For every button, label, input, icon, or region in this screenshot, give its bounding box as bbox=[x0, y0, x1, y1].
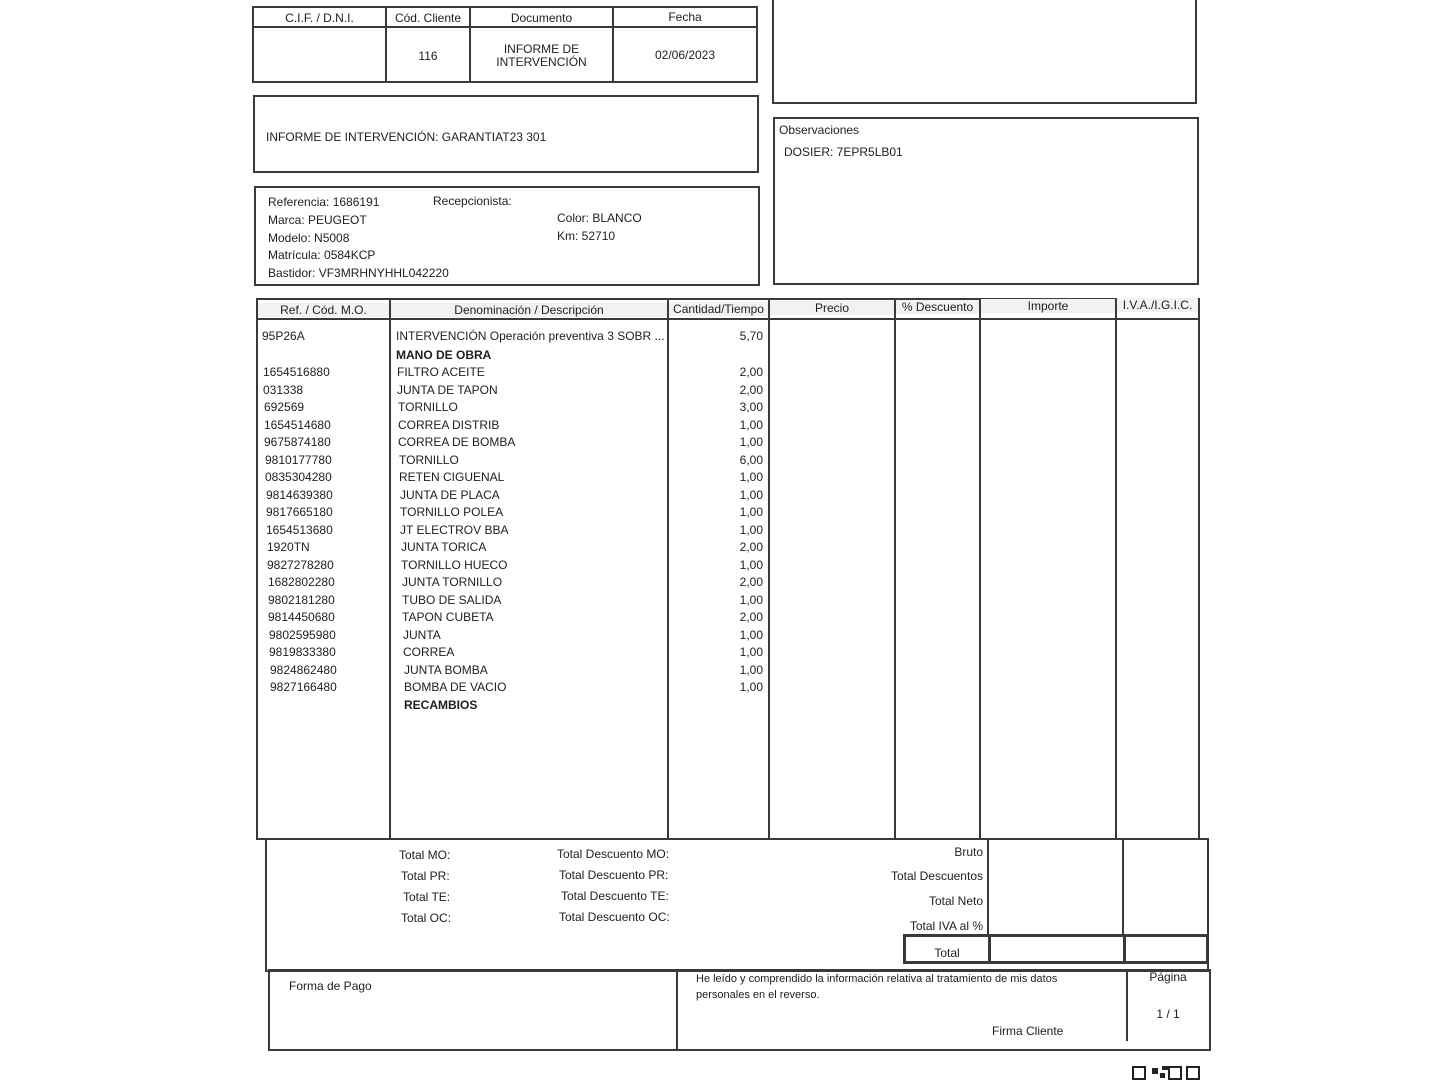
cif-label: C.I.F. / D.N.I. bbox=[285, 11, 354, 25]
vehicle-plate: Matrícula: 0584KCP bbox=[268, 248, 376, 262]
row-quantity: 1,00 bbox=[739, 470, 763, 484]
totals-col-divider bbox=[1122, 838, 1124, 934]
totals-col-divider bbox=[987, 838, 989, 934]
total-vat-label: Total IVA al % bbox=[909, 919, 983, 933]
table-col-divider bbox=[1115, 298, 1117, 840]
row-ref: 95P26A bbox=[262, 329, 305, 343]
row-description: JUNTA BOMBA bbox=[404, 662, 488, 677]
total-te-label: Total TE: bbox=[403, 890, 451, 904]
row-ref: 9802595980 bbox=[269, 627, 336, 642]
row-ref: 9824862480 bbox=[270, 662, 337, 677]
privacy-notice-line2: personales en el reverso. bbox=[696, 989, 820, 1001]
grand-total-divider bbox=[1123, 934, 1126, 964]
date-label: Fecha bbox=[668, 10, 702, 24]
row-ref: 031338 bbox=[263, 382, 304, 397]
observations-value: DOSIER: 7EPR5LB01 bbox=[784, 145, 903, 159]
vehicle-model: Modelo: N5008 bbox=[268, 231, 350, 245]
row-ref: 9814450680 bbox=[268, 610, 335, 624]
discount-pr-label: Total Descuento PR: bbox=[559, 868, 669, 882]
col-header-discount: % Descuento bbox=[896, 300, 979, 314]
page-number: 1 / 1 bbox=[1156, 1007, 1180, 1021]
table-col-divider bbox=[979, 298, 981, 840]
row-description: FILTRO ACEITE bbox=[397, 365, 485, 379]
row-quantity: 1,00 bbox=[739, 627, 763, 642]
col-header-description: Denominación / Descripción bbox=[391, 303, 667, 317]
col-header-amount: Importe bbox=[981, 299, 1115, 313]
row-description: JUNTA bbox=[403, 627, 441, 642]
vehicle-brand: Marca: PEUGEOT bbox=[268, 213, 367, 227]
row-ref: 9819833380 bbox=[269, 645, 336, 659]
row-ref: 1654514680 bbox=[264, 417, 331, 432]
row-quantity: 6,00 bbox=[739, 452, 763, 467]
row-quantity: 2,00 bbox=[739, 610, 763, 624]
total-discounts-label: Total Descuentos bbox=[890, 869, 983, 883]
row-description: TUBO DE SALIDA bbox=[402, 592, 502, 607]
discount-mo-label: Total Descuento MO: bbox=[557, 847, 670, 861]
page-label: Página bbox=[1149, 970, 1187, 984]
discount-oc-label: Total Descuento OC: bbox=[559, 910, 670, 924]
discount-te-label: Total Descuento TE: bbox=[561, 889, 669, 903]
row-description: JUNTA TORICA bbox=[401, 540, 487, 554]
vehicle-receptionist: Recepcionista: bbox=[433, 194, 512, 208]
row-description: INTERVENCIÓN Operación preventiva 3 SOBR ... bbox=[396, 329, 665, 343]
row-description: MANO DE OBRA bbox=[396, 347, 492, 362]
observations-label: Observaciones bbox=[779, 123, 860, 137]
table-col-divider bbox=[894, 298, 896, 840]
total-oc-label: Total OC: bbox=[401, 911, 452, 925]
row-ref: 9827278280 bbox=[267, 557, 334, 572]
address-box bbox=[772, 0, 1197, 104]
row-quantity: 2,00 bbox=[739, 382, 763, 397]
client-code-value: 116 bbox=[418, 49, 438, 63]
row-ref: 9817665180 bbox=[266, 505, 333, 519]
row-quantity: 1,00 bbox=[739, 435, 763, 449]
row-quantity: 2,00 bbox=[739, 365, 763, 379]
total-mo-label: Total MO: bbox=[399, 848, 451, 862]
row-quantity: 1,00 bbox=[739, 592, 763, 607]
row-ref: 9814639380 bbox=[266, 487, 333, 502]
table-header-divider bbox=[256, 318, 1200, 320]
vehicle-km: Km: 52710 bbox=[557, 229, 616, 243]
row-quantity: 5,70 bbox=[739, 329, 763, 343]
row-description: CORREA bbox=[403, 645, 455, 659]
row-description: JUNTA TORNILLO bbox=[402, 575, 503, 589]
observations-box bbox=[773, 117, 1199, 285]
col-header-quantity: Cantidad/Tiempo bbox=[669, 302, 768, 316]
row-quantity: 1,00 bbox=[739, 645, 763, 659]
grand-total-label: Total bbox=[934, 946, 960, 960]
row-description: JUNTA DE TAPON bbox=[397, 382, 498, 397]
col-header-vat: I.V.A./I.G.I.C. bbox=[1117, 298, 1198, 312]
row-quantity: 1,00 bbox=[739, 417, 763, 432]
row-description: RETEN CIGUENAL bbox=[399, 470, 505, 484]
row-ref: 9810177780 bbox=[265, 452, 332, 467]
client-code-label: Cód. Cliente bbox=[394, 11, 462, 25]
row-quantity: 1,00 bbox=[739, 557, 763, 572]
row-description: TAPON CUBETA bbox=[402, 610, 494, 624]
row-ref: 1654516880 bbox=[263, 365, 330, 379]
row-description: CORREA DISTRIB bbox=[398, 417, 500, 432]
intervention-title: INFORME DE INTERVENCIÓN: GARANTIAT23 301 bbox=[266, 130, 547, 144]
gross-label: Bruto bbox=[954, 845, 983, 859]
row-quantity: 1,00 bbox=[739, 522, 763, 537]
row-quantity: 2,00 bbox=[739, 575, 763, 589]
row-ref: 1920TN bbox=[267, 540, 310, 554]
row-description: TORNILLO bbox=[398, 400, 458, 414]
row-quantity: 3,00 bbox=[739, 400, 763, 414]
document-value-line2: INTERVENCIÓN bbox=[496, 55, 587, 69]
vehicle-color: Color: BLANCO bbox=[557, 211, 642, 225]
table-col-divider bbox=[667, 298, 669, 840]
row-ref: 1654513680 bbox=[266, 522, 333, 537]
table-col-divider bbox=[389, 298, 391, 840]
row-quantity: 2,00 bbox=[739, 540, 763, 554]
row-description: CORREA DE BOMBA bbox=[398, 435, 516, 449]
privacy-notice-line1: He leído y comprendido la información relativa al tratamiento de mis datos bbox=[696, 973, 1058, 985]
vehicle-reference: Referencia: 1686191 bbox=[268, 195, 380, 209]
qr-code-icon bbox=[1132, 1064, 1204, 1080]
row-ref: 1682802280 bbox=[268, 575, 335, 589]
grand-total-divider bbox=[988, 934, 991, 964]
footer-col-divider bbox=[676, 969, 678, 1051]
col-header-price: Precio bbox=[770, 301, 894, 315]
row-quantity: 1,00 bbox=[739, 505, 763, 519]
row-description: BOMBA DE VACIO bbox=[404, 680, 507, 694]
row-description: TORNILLO bbox=[399, 452, 459, 467]
row-ref: 9675874180 bbox=[264, 435, 331, 449]
vehicle-vin: Bastidor: VF3MRHNYHHL042220 bbox=[268, 266, 449, 280]
row-ref: 0835304280 bbox=[265, 470, 332, 484]
header-divider bbox=[252, 26, 758, 28]
row-quantity: 1,00 bbox=[739, 680, 763, 694]
table-col-divider bbox=[768, 298, 770, 840]
total-pr-label: Total PR: bbox=[401, 869, 450, 883]
customer-signature-label: Firma Cliente bbox=[992, 1024, 1064, 1038]
row-description: RECAMBIOS bbox=[404, 697, 478, 712]
row-quantity: 1,00 bbox=[739, 487, 763, 502]
row-description: JUNTA DE PLACA bbox=[400, 487, 500, 502]
document-value-line1: INFORME DE bbox=[503, 42, 580, 56]
row-quantity: 1,00 bbox=[739, 662, 763, 677]
row-ref: 692569 bbox=[264, 400, 305, 414]
row-ref: 9802181280 bbox=[268, 592, 335, 607]
row-description: TORNILLO HUECO bbox=[401, 557, 508, 572]
total-net-label: Total Neto bbox=[928, 894, 983, 908]
col-header-ref: Ref. / Cód. M.O. bbox=[258, 303, 389, 317]
row-ref: 9827166480 bbox=[270, 680, 337, 694]
date-value: 02/06/2023 bbox=[654, 48, 716, 62]
row-description: JT ELECTROV BBA bbox=[400, 522, 509, 537]
document-label: Documento bbox=[510, 11, 573, 25]
payment-method-label: Forma de Pago bbox=[289, 979, 372, 993]
row-description: TORNILLO POLEA bbox=[400, 505, 504, 519]
